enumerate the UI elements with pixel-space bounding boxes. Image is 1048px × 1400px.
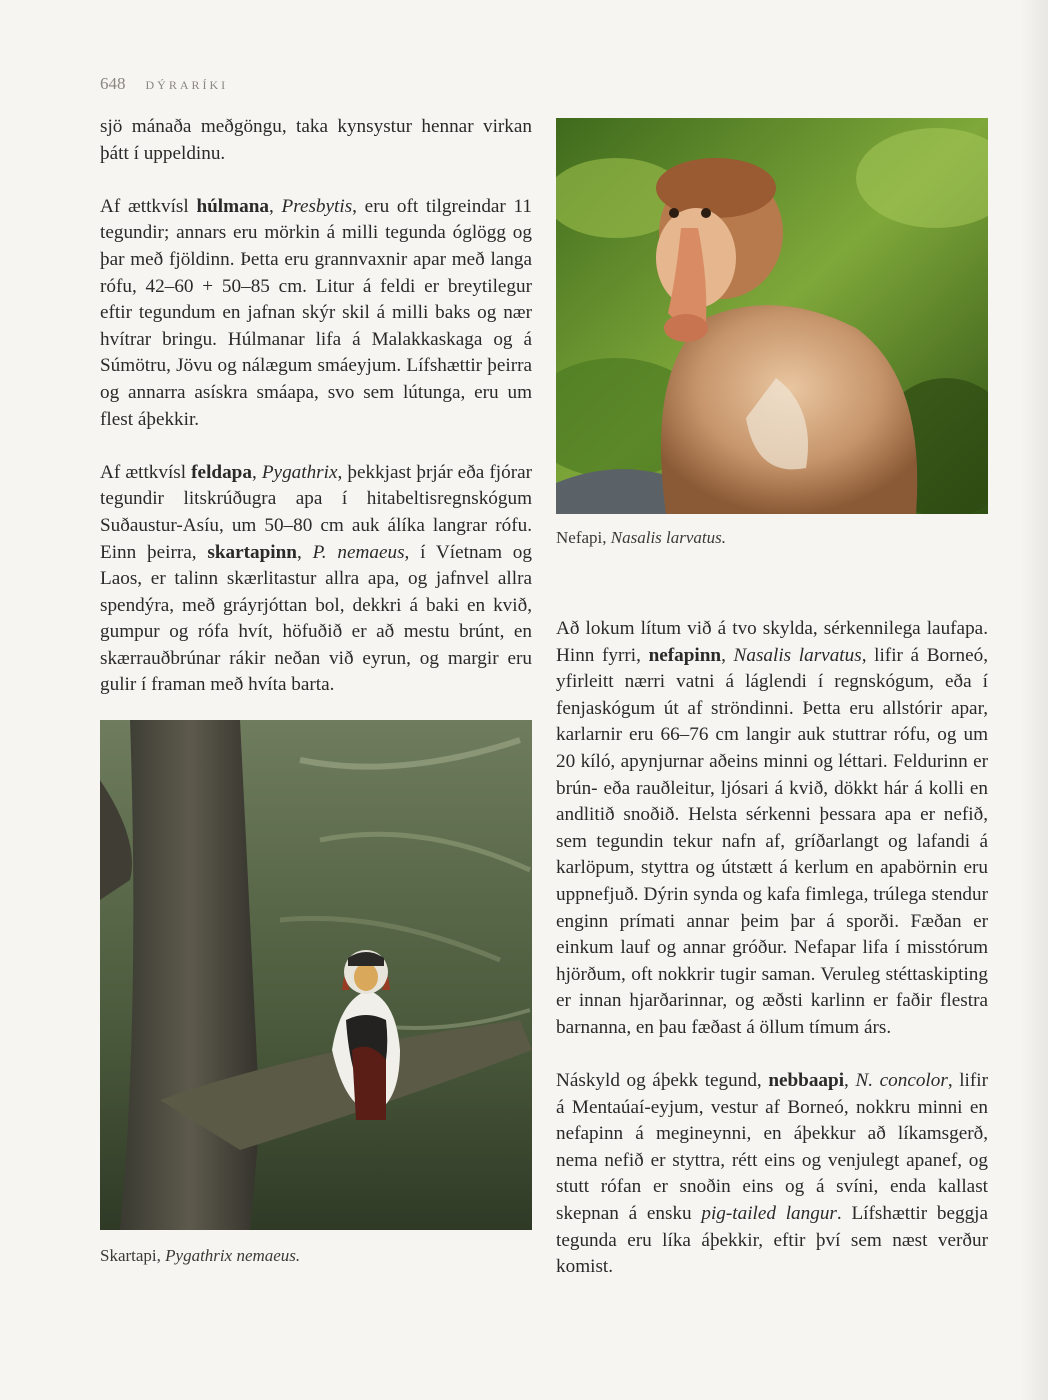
genus-presbytis: Presbytis: [281, 195, 353, 217]
proboscis-monkey-photo: [556, 118, 988, 514]
paragraph-hulmanar: Af ættkvísl húlmana, Presbytis, eru oft tilgreindar 11 tegundir; annars eru mörkin á milli tegunda óglögg og þar með fjöldinn. Þetta eru grannvaxnir apar með langa rófu, 42–60 + 50–85 cm. Litur á feldi er breytilegur eftir tegundum en jafnan skýr skil á milli baks og nær hvítrar bringu. Húlmanar lifa á Malakkaskaga og á Súmötru, Jövu og nálægum smáeyjum. Lífshættir þeirra og annarra asískra smáapa, svo sem lútunga, eru um flest áþekkir.: [100, 195, 532, 430]
left-text-column: [100, 114, 532, 699]
species-n-concolor: N. concolor: [855, 1070, 948, 1092]
species-nasalis-larvatus: Nasalis larvatus: [733, 644, 862, 666]
english-name-pig-tailed-langur: pig-tailed langur: [701, 1203, 837, 1225]
term-nebbaapi: nebbaapi: [768, 1070, 845, 1092]
figure-caption-proboscis: Nefapi, Nasalis larvatus.: [556, 528, 727, 547]
species-p-nemaeus: P. nemaeus: [312, 541, 405, 563]
term-hulmana: húlmana: [196, 195, 269, 217]
douc-langur-photo: [100, 720, 532, 1230]
figure-caption-douc: Skartapi, Pygathrix nemaeus.: [100, 1246, 301, 1265]
running-head: [100, 74, 228, 94]
paragraph-continuation: sjö mánaða meðgöngu, taka kynsystur hennar virkan þátt í uppeldinu.: [100, 116, 532, 164]
term-feldapa: feldapa: [191, 461, 252, 483]
paragraph-nefapar: Að lokum lítum við á tvo skylda, sérkennilega laufapa. Hinn fyrri, nefapinn, Nasalis larvatus, lifir á Borneó, yfirleitt nærri vatni á láglendi í regnskógum, eða í fenjaskógum út af ströndinni. Þetta eru allstórir apar, karlarnir eru 66–76 cm langir auk stuttrar rófu, og um 20 kíló, apynjurnar aðeins minni og léttari. Feldurinn er brún- eða rauðleitur, ljósari á kvið, dökkt hár á kolli en andlitið snoðið. Helsta sérkenni þessara apa er nefið, sem tegundin tekur nafn af, gríðarlangt og lafandi á karlöpum, styttra og útstætt á kerlum en apabörnin eru uppnefjuð. Dýrin synda og kafa fimlega, trúlega stendur enginn prímati annar þeim þar á sporði. Fæðan er einkum lauf og annar gróður. Nefapar lifa í misstórum hjörðum, oft nokkrir tugir saman. Veruleg stéttaskipting er innan hjarðarinnar, og æðsti karlinn er faðir flestra barnanna, en þau fæðast á öllum tímum árs.: [556, 618, 989, 1038]
paragraph-nebbaapi: Náskyld og áþekk tegund, nebbaapi, N. concolor, lifir á Mentaúaí-eyjum, vestur af Borneó, nokkru minni en nefapinn á megineynni, en áþekkur að líkamsgerð, nema nefið er styttra, rétt eins og venjulegt apanef, og stutt rófan er snoðin eins og á svíni, enda kallast skepnan á ensku pig-tailed langur. Lífshættir beggja tegunda eru líka áþekkir, eftir því sem næst verður komist.: [556, 1070, 989, 1278]
page-gutter-shade: [1020, 0, 1048, 1400]
term-nefapinn: nefapinn: [648, 644, 722, 666]
paragraph-feldapar: Af ættkvísl feldapa, Pygathrix, þekkjast þrjár eða fjórar tegundir litskrúðugra apa í hitabeltisregnskógum Suðaustur-Asíu, um 50–80 cm auk álíka langrar rófu. Einn þeirra, skartapinn, P. nemaeus, í Víetnam og Laos, er talinn skærlitastur allra apa, og jafnvel allra spendýra, með gráyrjóttan bol, dekkri á baki en kvið, gumpur og rófa hvít, höfuðið er að mestu brúnt, en skærrauðbrúnar rákir neðan við eyrun, og margir eru gulir í framan með hvíta barta.: [100, 461, 532, 696]
page-number: 648: [100, 74, 126, 93]
term-skartapinn: skartapinn: [207, 541, 297, 563]
genus-pygathrix: Pygathrix: [261, 461, 338, 483]
right-text-column: [556, 616, 988, 1281]
section-title: DÝRARÍKI: [145, 78, 229, 92]
